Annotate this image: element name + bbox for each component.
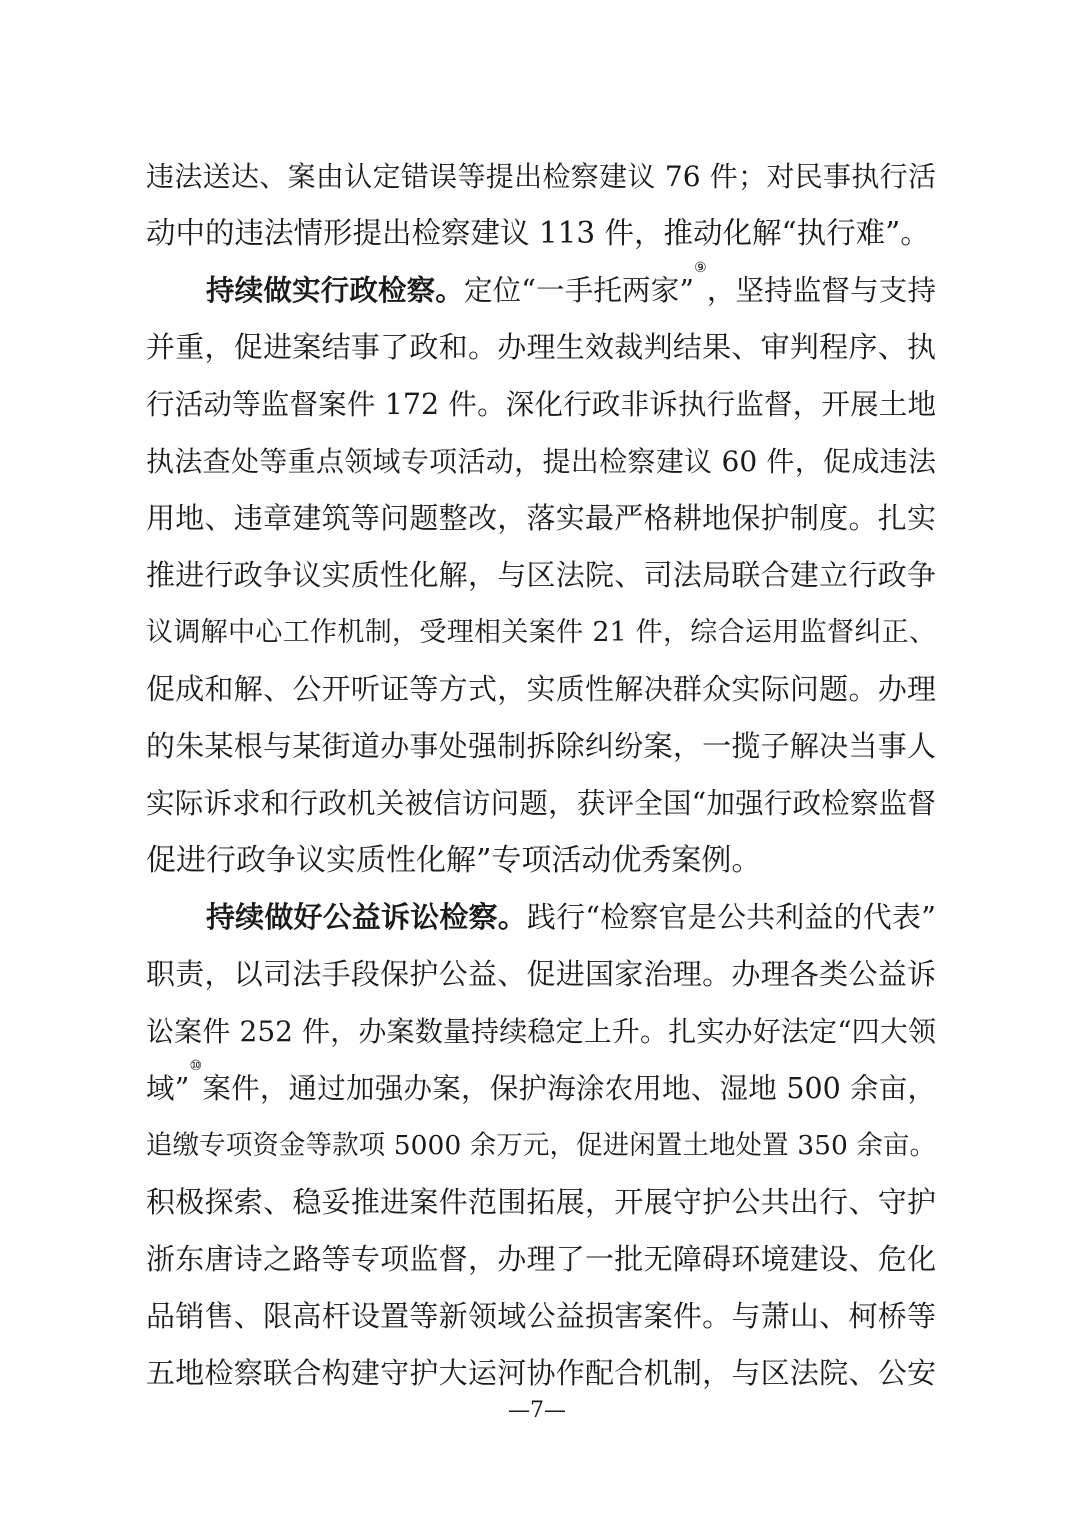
footnote-marker[interactable]: ⑨ [693, 260, 707, 276]
text-line: 促成和解、公开听证等方式，实质性解决群众实际问题。办理 [146, 672, 936, 706]
text-line: 职责，以司法手段保护公益、促进国家治理。办理各类公益诉 [146, 957, 936, 991]
paragraph-first-line [146, 262, 936, 319]
text-line: 的朱某根与某街道办事处强制拆除纠纷案，一揽子解决当事人 [146, 729, 936, 763]
footnote-marker[interactable]: ⑩ [189, 1058, 203, 1074]
text-line: 行活动等监督案件 172 件。深化行政非诉执行监督，开展土地 [146, 388, 936, 421]
text-line: 讼案件 252 件，办案数量持续稳定上升。扎实办好法定“四大领 [146, 1015, 936, 1048]
text-line: 议调解中心工作机制，受理相关案件 21 件，综合运用监督纠正、 [146, 617, 936, 648]
text-line: 并重，促进案结事了政和。办理生效裁判结果、审判程序、执 [146, 330, 936, 364]
text-line: 品销售、限高杆设置等新领域公益损害案件。与萧山、柯桥等 [146, 1299, 936, 1333]
text-segment: 定位“一手托两家” [463, 274, 694, 307]
page-number: —7— [508, 1398, 566, 1423]
body-text [146, 148, 936, 1402]
paragraph-first-line [146, 889, 936, 946]
text-line: 执法查处等重点领域专项活动，提出检察建议 60 件，促成违法 [146, 445, 936, 478]
text-line: 浙东唐诗之路等专项监督，办理了一批无障碍环境建设、危化 [146, 1242, 936, 1276]
text-segment: 践行“检察官是公共利益的代表” [526, 900, 936, 934]
text-line: 促进行政争议实质性化解”专项活动优秀案例。 [146, 843, 762, 878]
text-segment: 案件，通过加强办案，保护海涂农用地、湿地 500 余亩， [202, 1072, 936, 1105]
text-line: 五地检察联合构建守护大运河协作配合机制，与区法院、公安 [146, 1356, 936, 1390]
text-line: 用地、违章建筑等问题整改，落实最严格耕地保护制度。扎实 [146, 501, 936, 535]
text-line: 推进行政争议实质性化解，与区法院、司法局联合建立行政争 [146, 558, 936, 592]
section-heading: 持续做好公益诉讼检察。 [206, 900, 527, 934]
section-heading: 持续做实行政检察。 [206, 274, 464, 307]
text-line [146, 1060, 936, 1117]
text-line: 动中的违法情形提出检察建议 113 件，推动化解“执行难”。 [146, 216, 930, 250]
text-line: 追缴专项资金等款项 5000 余万元，促进闲置土地处置 350 余亩。 [146, 1130, 936, 1161]
text-line: 违法送达、案由认定错误等提出检察建议 76 件；对民事执行活 [146, 160, 936, 193]
text-segment: 域” [146, 1072, 190, 1105]
text-line: 积极探索、稳妥推进案件范围拓展，开展守护公共出行、守护 [146, 1185, 936, 1219]
text-segment: ，坚持监督与支持 [706, 274, 936, 307]
text-line: 实际诉求和行政机关被信访问题，获评全国“加强行政检察监督 [146, 787, 936, 820]
